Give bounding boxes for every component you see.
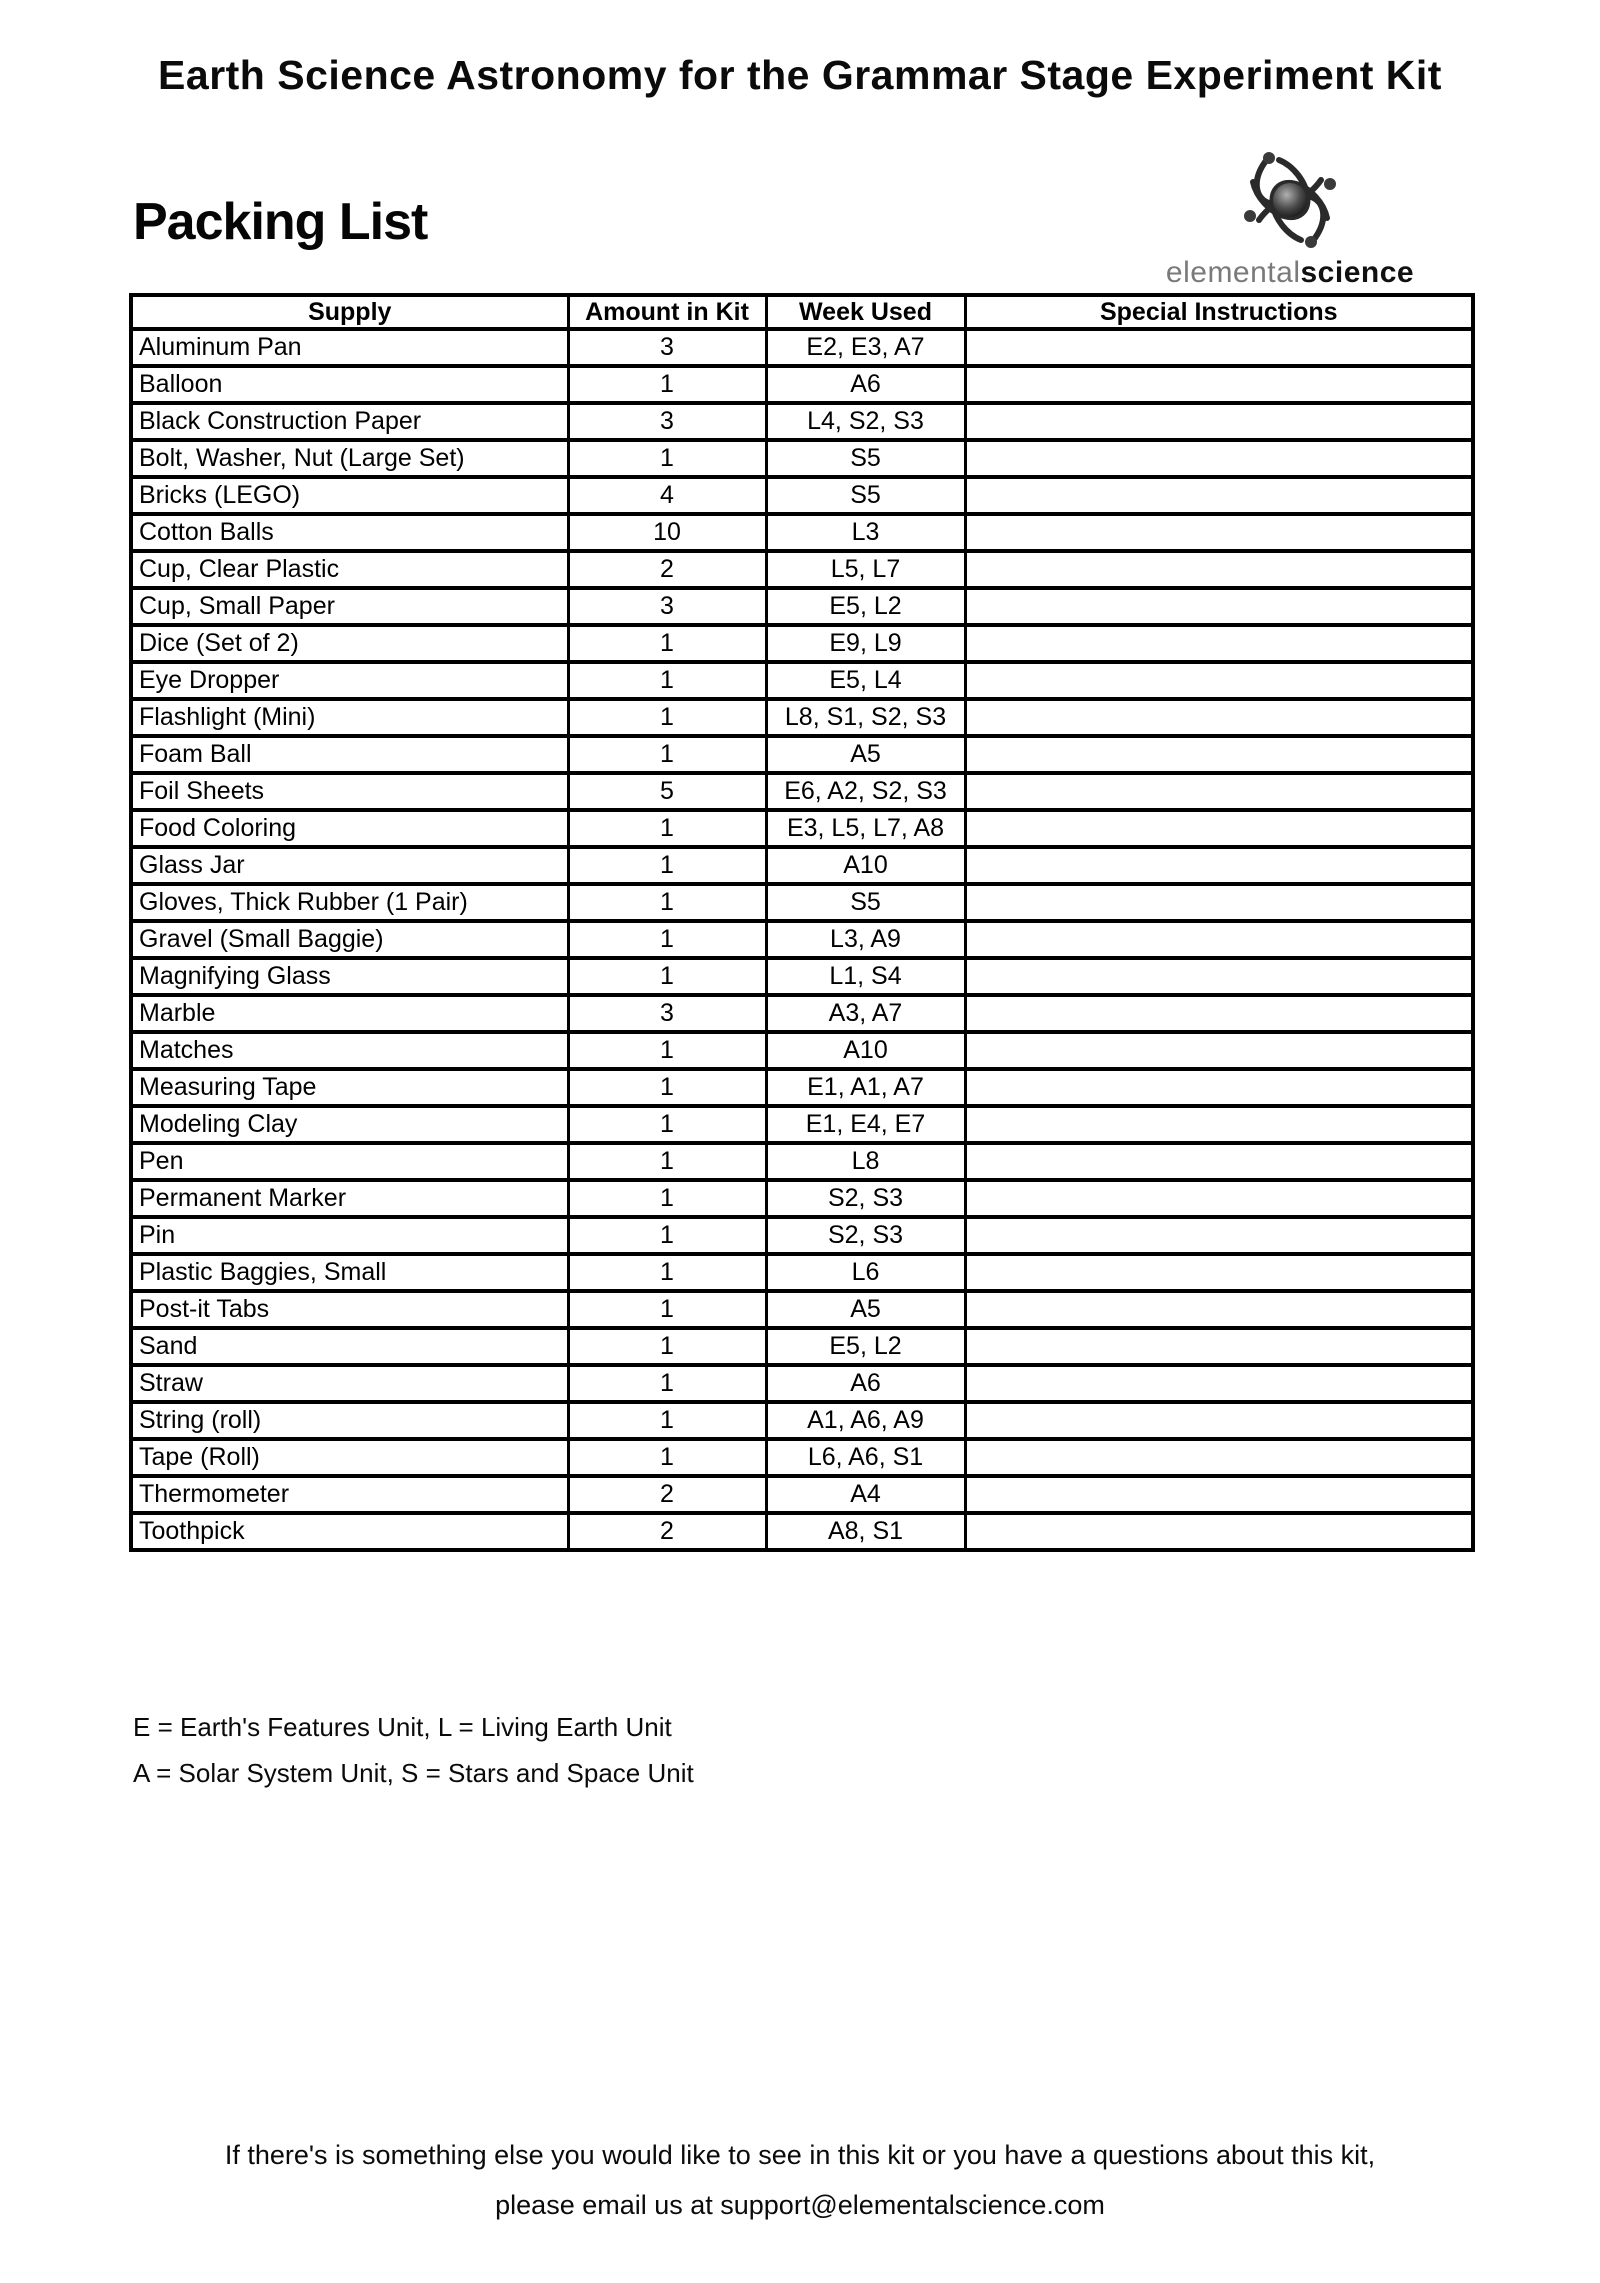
amount-cell: 1	[568, 1143, 766, 1180]
packing-table	[129, 293, 1475, 1552]
week-used-cell: L3	[766, 514, 965, 551]
week-used-cell: A10	[766, 847, 965, 884]
amount-cell: 1	[568, 366, 766, 403]
table-row	[131, 810, 1473, 847]
supply-cell: String (roll)	[131, 1402, 568, 1439]
supply-cell: Toothpick	[131, 1513, 568, 1550]
supply-cell: Sand	[131, 1328, 568, 1365]
table-row	[131, 1217, 1473, 1254]
table-row	[131, 1365, 1473, 1402]
column-header-week: Week Used	[766, 295, 965, 329]
week-used-cell: A5	[766, 1291, 965, 1328]
supply-cell: Tape (Roll)	[131, 1439, 568, 1476]
special-instructions-cell	[965, 1254, 1473, 1291]
document-title: Earth Science Astronomy for the Grammar Stage Experiment Kit	[158, 52, 1442, 98]
special-instructions-cell	[965, 514, 1473, 551]
table-row	[131, 662, 1473, 699]
special-instructions-cell	[965, 403, 1473, 440]
week-used-cell: E5, L4	[766, 662, 965, 699]
amount-cell: 1	[568, 1402, 766, 1439]
unit-legend	[133, 1712, 694, 1804]
amount-cell: 2	[568, 1513, 766, 1550]
table-row	[131, 1143, 1473, 1180]
table-row	[131, 625, 1473, 662]
week-used-cell: E6, A2, S2, S3	[766, 773, 965, 810]
week-used-cell: E1, E4, E7	[766, 1106, 965, 1143]
amount-cell: 1	[568, 662, 766, 699]
column-header-amount: Amount in Kit	[568, 295, 766, 329]
special-instructions-cell	[965, 884, 1473, 921]
supply-cell: Plastic Baggies, Small	[131, 1254, 568, 1291]
special-instructions-cell	[965, 699, 1473, 736]
special-instructions-cell	[965, 588, 1473, 625]
week-used-cell: A3, A7	[766, 995, 965, 1032]
week-used-cell: A4	[766, 1476, 965, 1513]
supply-cell: Balloon	[131, 366, 568, 403]
contact-footer	[0, 2140, 1600, 2240]
week-used-cell: S2, S3	[766, 1217, 965, 1254]
amount-cell: 1	[568, 958, 766, 995]
table-row	[131, 1069, 1473, 1106]
table-row	[131, 403, 1473, 440]
week-used-cell: L4, S2, S3	[766, 403, 965, 440]
table-row	[131, 736, 1473, 773]
amount-cell: 1	[568, 1365, 766, 1402]
column-header-instructions: Special Instructions	[965, 295, 1473, 329]
week-used-cell: L5, L7	[766, 551, 965, 588]
brand-name-bold: science	[1300, 256, 1415, 289]
special-instructions-cell	[965, 1032, 1473, 1069]
supply-cell: Cotton Balls	[131, 514, 568, 551]
special-instructions-cell	[965, 773, 1473, 810]
week-used-cell: E2, E3, A7	[766, 329, 965, 366]
table-row	[131, 440, 1473, 477]
supply-cell: Cup, Clear Plastic	[131, 551, 568, 588]
brand-name-light: elemental	[1165, 256, 1301, 289]
special-instructions-cell	[965, 995, 1473, 1032]
week-used-cell: A5	[766, 736, 965, 773]
supply-cell: Black Construction Paper	[131, 403, 568, 440]
special-instructions-cell	[965, 1291, 1473, 1328]
week-used-cell: A6	[766, 366, 965, 403]
special-instructions-cell	[965, 1476, 1473, 1513]
supply-cell: Pen	[131, 1143, 568, 1180]
column-header-supply: Supply	[131, 295, 568, 329]
special-instructions-cell	[965, 477, 1473, 514]
special-instructions-cell	[965, 1439, 1473, 1476]
supply-cell: Eye Dropper	[131, 662, 568, 699]
table-row	[131, 1328, 1473, 1365]
table-row	[131, 1402, 1473, 1439]
special-instructions-cell	[965, 625, 1473, 662]
table-row	[131, 477, 1473, 514]
week-used-cell: E5, L2	[766, 1328, 965, 1365]
supply-cell: Post-it Tabs	[131, 1291, 568, 1328]
week-used-cell: E1, A1, A7	[766, 1069, 965, 1106]
special-instructions-cell	[965, 1328, 1473, 1365]
amount-cell: 1	[568, 921, 766, 958]
amount-cell: 1	[568, 884, 766, 921]
week-used-cell: L6	[766, 1254, 965, 1291]
amount-cell: 3	[568, 329, 766, 366]
table-row	[131, 514, 1473, 551]
table-row	[131, 366, 1473, 403]
special-instructions-cell	[965, 366, 1473, 403]
legend-line-1: E = Earth's Features Unit, L = Living Earth Unit	[133, 1712, 672, 1742]
week-used-cell: A1, A6, A9	[766, 1402, 965, 1439]
week-used-cell: E5, L2	[766, 588, 965, 625]
supply-cell: Bolt, Washer, Nut (Large Set)	[131, 440, 568, 477]
special-instructions-cell	[965, 1365, 1473, 1402]
supply-cell: Matches	[131, 1032, 568, 1069]
week-used-cell: E3, L5, L7, A8	[766, 810, 965, 847]
table-row	[131, 884, 1473, 921]
week-used-cell: L3, A9	[766, 921, 965, 958]
amount-cell: 1	[568, 810, 766, 847]
table-row	[131, 588, 1473, 625]
special-instructions-cell	[965, 1106, 1473, 1143]
footer-line-2: please email us at support@elementalscience.com	[495, 2190, 1105, 2220]
footer-line-1: If there's is something else you would like to see in this kit or you have a questions about this kit,	[224, 2140, 1376, 2170]
special-instructions-cell	[965, 440, 1473, 477]
week-used-cell: S2, S3	[766, 1180, 965, 1217]
amount-cell: 1	[568, 699, 766, 736]
table-row	[131, 1254, 1473, 1291]
amount-cell: 1	[568, 1180, 766, 1217]
legend-line-2: A = Solar System Unit, S = Stars and Space Unit	[133, 1758, 694, 1788]
brand-wordmark	[1140, 256, 1440, 290]
table-row	[131, 773, 1473, 810]
week-used-cell: L6, A6, S1	[766, 1439, 965, 1476]
special-instructions-cell	[965, 736, 1473, 773]
supply-cell: Pin	[131, 1217, 568, 1254]
week-used-cell: S5	[766, 884, 965, 921]
supply-cell: Bricks (LEGO)	[131, 477, 568, 514]
table-row	[131, 1513, 1473, 1550]
table-row	[131, 1476, 1473, 1513]
special-instructions-cell	[965, 1402, 1473, 1439]
amount-cell: 3	[568, 403, 766, 440]
amount-cell: 1	[568, 1069, 766, 1106]
table-row	[131, 995, 1473, 1032]
supply-cell: Dice (Set of 2)	[131, 625, 568, 662]
special-instructions-cell	[965, 847, 1473, 884]
table-row	[131, 1106, 1473, 1143]
amount-cell: 1	[568, 1032, 766, 1069]
supply-cell: Magnifying Glass	[131, 958, 568, 995]
week-used-cell: L8, S1, S2, S3	[766, 699, 965, 736]
amount-cell: 1	[568, 1328, 766, 1365]
amount-cell: 1	[568, 736, 766, 773]
special-instructions-cell	[965, 1217, 1473, 1254]
amount-cell: 3	[568, 995, 766, 1032]
page-title: Packing List	[133, 193, 428, 251]
week-used-cell: E9, L9	[766, 625, 965, 662]
supply-cell: Foam Ball	[131, 736, 568, 773]
week-used-cell: A10	[766, 1032, 965, 1069]
table-row	[131, 329, 1473, 366]
supply-cell: Flashlight (Mini)	[131, 699, 568, 736]
supply-cell: Thermometer	[131, 1476, 568, 1513]
amount-cell: 5	[568, 773, 766, 810]
supply-cell: Aluminum Pan	[131, 329, 568, 366]
supply-cell: Modeling Clay	[131, 1106, 568, 1143]
table-row	[131, 958, 1473, 995]
supply-cell: Cup, Small Paper	[131, 588, 568, 625]
week-used-cell: L1, S4	[766, 958, 965, 995]
special-instructions-cell	[965, 662, 1473, 699]
supply-cell: Glass Jar	[131, 847, 568, 884]
table-row	[131, 847, 1473, 884]
supply-cell: Foil Sheets	[131, 773, 568, 810]
special-instructions-cell	[965, 1513, 1473, 1550]
amount-cell: 2	[568, 551, 766, 588]
table-row	[131, 1291, 1473, 1328]
table-row	[131, 699, 1473, 736]
table-row	[131, 1180, 1473, 1217]
special-instructions-cell	[965, 1180, 1473, 1217]
amount-cell: 1	[568, 1217, 766, 1254]
table-row	[131, 1032, 1473, 1069]
table-row	[131, 551, 1473, 588]
table-row	[131, 1439, 1473, 1476]
amount-cell: 1	[568, 1106, 766, 1143]
brand-logo	[1140, 148, 1440, 290]
supply-cell: Marble	[131, 995, 568, 1032]
atom-icon	[1235, 148, 1345, 252]
week-used-cell: S5	[766, 477, 965, 514]
special-instructions-cell	[965, 329, 1473, 366]
amount-cell: 1	[568, 625, 766, 662]
week-used-cell: A8, S1	[766, 1513, 965, 1550]
supply-cell: Straw	[131, 1365, 568, 1402]
amount-cell: 1	[568, 1439, 766, 1476]
amount-cell: 3	[568, 588, 766, 625]
special-instructions-cell	[965, 551, 1473, 588]
supply-cell: Food Coloring	[131, 810, 568, 847]
special-instructions-cell	[965, 810, 1473, 847]
week-used-cell: L8	[766, 1143, 965, 1180]
packing-table-body	[131, 329, 1473, 1550]
supply-cell: Measuring Tape	[131, 1069, 568, 1106]
supply-cell: Gloves, Thick Rubber (1 Pair)	[131, 884, 568, 921]
amount-cell: 1	[568, 1291, 766, 1328]
special-instructions-cell	[965, 921, 1473, 958]
special-instructions-cell	[965, 958, 1473, 995]
week-used-cell: S5	[766, 440, 965, 477]
amount-cell: 10	[568, 514, 766, 551]
amount-cell: 4	[568, 477, 766, 514]
amount-cell: 1	[568, 440, 766, 477]
special-instructions-cell	[965, 1143, 1473, 1180]
supply-cell: Gravel (Small Baggie)	[131, 921, 568, 958]
amount-cell: 1	[568, 847, 766, 884]
special-instructions-cell	[965, 1069, 1473, 1106]
table-row	[131, 921, 1473, 958]
week-used-cell: A6	[766, 1365, 965, 1402]
amount-cell: 1	[568, 1254, 766, 1291]
table-header-row	[131, 295, 1473, 329]
amount-cell: 2	[568, 1476, 766, 1513]
supply-cell: Permanent Marker	[131, 1180, 568, 1217]
